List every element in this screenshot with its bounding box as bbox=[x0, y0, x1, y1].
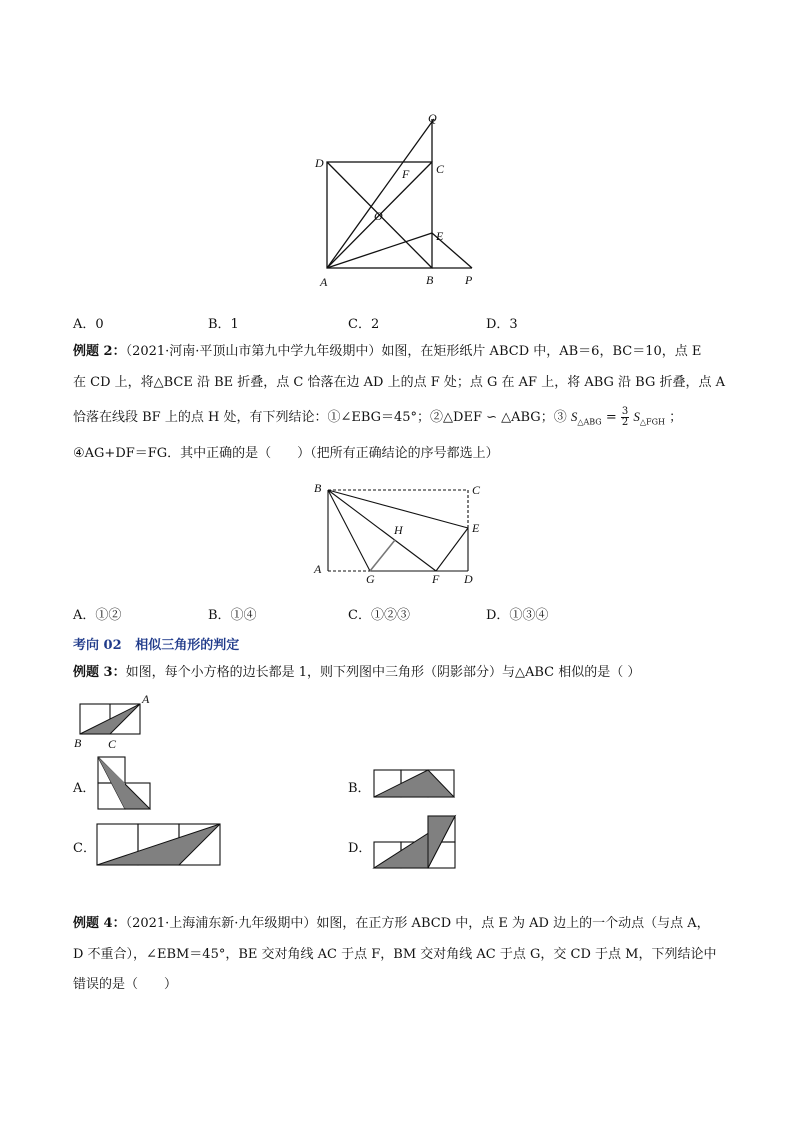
example-3-line bbox=[73, 663, 640, 683]
figure-square-fold bbox=[310, 105, 490, 295]
figure-option-b bbox=[372, 768, 456, 800]
ex2-option-b: B．①④ bbox=[208, 608, 257, 623]
option-c: C．2 bbox=[348, 317, 380, 332]
example-4-text-1: （2021·上海浦东新·九年级期中）如图，在正方形 ABCD 中，点 E 为 AD 边上的一个动点（与点 A， bbox=[125, 916, 710, 931]
example-2-line-1 bbox=[73, 342, 701, 362]
label-G: G bbox=[366, 572, 375, 586]
label-D: D bbox=[315, 156, 324, 170]
label-B2: B bbox=[314, 481, 322, 495]
section-number: 考向 02 bbox=[73, 638, 122, 653]
option-d: D．3 bbox=[486, 317, 518, 332]
label-E: E bbox=[436, 229, 444, 243]
example-4-line-3: 错误的是（ ） bbox=[73, 977, 178, 992]
example-2-line-3: 恰落在线段 BF 上的点 H 处，有下列结论：①∠EBG＝45°；②△DEF ∽ △ABG；③ $S_{\triangle ABG}$ = $\frac{3}{2}$ $S_{\triangle FGH}$ ； bbox=[73, 406, 683, 428]
label-H: H bbox=[394, 523, 403, 537]
fraction-3-2: $\frac{3}{2}$ bbox=[621, 406, 629, 428]
example-4-title: 例题 4： bbox=[73, 916, 126, 931]
example-4-line-1 bbox=[73, 914, 710, 934]
example-2-text-3: 恰落在线段 BF 上的点 H 处，有下列结论：①∠EBG＝45°；②△DEF ∽ △ABG；③ bbox=[73, 410, 567, 425]
example-2-text-1: （2021·河南·平顶山市第九中学九年级期中）如图，在矩形纸片 ABCD 中，AB＝6，BC＝10，点 E bbox=[125, 344, 702, 359]
ref-label-B: B bbox=[74, 736, 82, 750]
label-D2: D bbox=[464, 572, 473, 586]
area-abg: $S_{\triangle ABG}$ bbox=[570, 409, 602, 427]
ref-label-C: C bbox=[108, 737, 117, 751]
label-B: B bbox=[426, 273, 434, 287]
example-3-text: 如图，每个小方格的边长都是 1，则下列图中三角形（阴影部分）与△ABC 相似的是（ ） bbox=[125, 665, 641, 680]
example-4-line-2: D 不重合），∠EBM＝45°，BE 交对角线 AC 于点 F，BM 交对角线 AC 于点 G，交 CD 于点 M，下列结论中 bbox=[73, 947, 717, 962]
example-2-line-2: 在 CD 上，将△BCE 沿 BE 折叠，点 C 恰落在边 AD 上的点 F 处；点 G 在 AF 上，将 ABG 沿 BG 折叠，点 A bbox=[73, 375, 725, 390]
label-C: C bbox=[436, 162, 445, 176]
area-fgh: $S_{\triangle FGH}$ bbox=[633, 409, 665, 427]
label-A: A bbox=[320, 275, 328, 289]
figure-option-a bbox=[96, 754, 156, 812]
label-Q: Q bbox=[428, 111, 437, 125]
option-a: A．0 bbox=[73, 317, 104, 332]
label-C2: C bbox=[472, 483, 481, 497]
figure-option-c bbox=[95, 822, 223, 868]
label-F2: F bbox=[432, 572, 440, 586]
section-title: 相似三角形的判定 bbox=[135, 638, 240, 653]
figure-rectangle-fold bbox=[310, 478, 490, 588]
option-b: B．1 bbox=[208, 317, 239, 332]
ex2-option-c: C．①②③ bbox=[348, 608, 410, 623]
ex2-option-a: A．①② bbox=[73, 608, 122, 623]
ex3-option-b-label: B． bbox=[348, 781, 371, 796]
label-E2: E bbox=[472, 521, 480, 535]
label-A2: A bbox=[314, 562, 322, 576]
figure-option-d bbox=[372, 814, 458, 870]
label-F: F bbox=[402, 167, 410, 181]
label-P: P bbox=[465, 273, 473, 287]
ref-label-A: A bbox=[142, 692, 150, 706]
ex3-option-d-label: D． bbox=[348, 841, 372, 856]
ex3-option-a-label: A． bbox=[73, 781, 96, 796]
figure-reference-triangle bbox=[70, 688, 160, 754]
example-2-line-4: ④AG+DF＝FG．其中正确的是（ ）（把所有正确结论的序号都选上） bbox=[73, 446, 499, 461]
ex2-option-d: D．①③④ bbox=[486, 608, 549, 623]
ex3-option-c-label: C． bbox=[73, 841, 96, 856]
example-3-title: 例题 3： bbox=[73, 665, 126, 680]
label-O: O bbox=[374, 209, 383, 223]
section-heading bbox=[73, 634, 239, 653]
example-2-title: 例题 2： bbox=[73, 344, 126, 359]
